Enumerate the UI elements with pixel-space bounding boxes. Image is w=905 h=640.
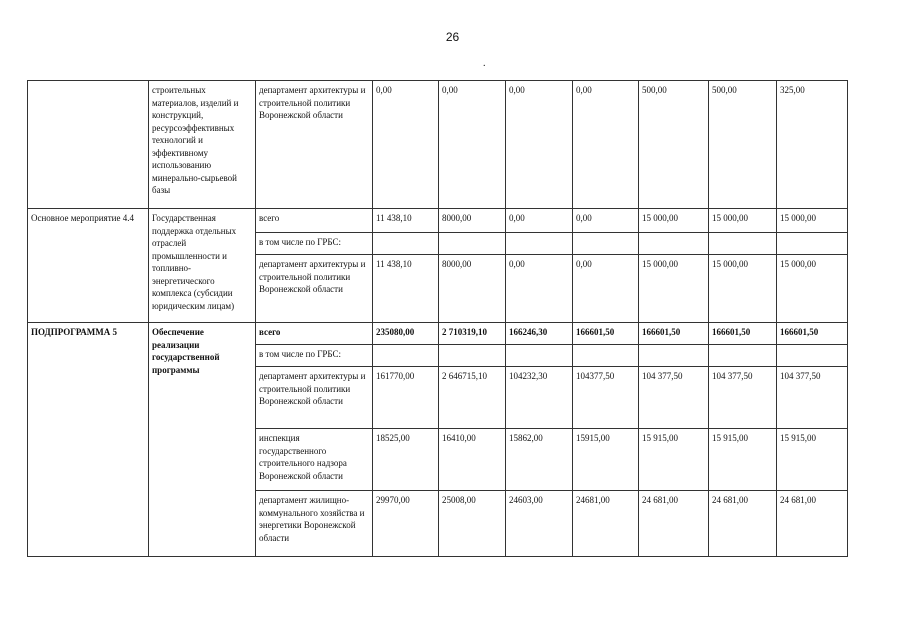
value-cell: 235080,00: [373, 323, 439, 345]
value-cell: 166601,50: [777, 323, 848, 345]
value-cell: 24 681,00: [777, 491, 848, 557]
value-cell: 166601,50: [709, 323, 777, 345]
grbs-cell: департамент жилищно-коммунального хозяйства и энергетики Воронежской области: [256, 491, 373, 557]
grbs-cell: департамент архитектуры и строительной политики Воронежской области: [256, 255, 373, 323]
value-cell: 104 377,50: [777, 367, 848, 429]
value-cell: 15 000,00: [777, 255, 848, 323]
value-cell: 161770,00: [373, 367, 439, 429]
table-row: [28, 209, 848, 233]
value-cell: 18525,00: [373, 429, 439, 491]
value-cell: 15 915,00: [777, 429, 848, 491]
activity-name-cell: Государственная поддержка отдельных отраслей промышленности и топливно-энергетического комплекса (субсидии юридическим лицам): [149, 209, 256, 323]
grbs-cell: всего: [256, 323, 373, 345]
value-cell: 29970,00: [373, 491, 439, 557]
value-cell: 104 377,50: [639, 367, 709, 429]
stray-dot: .: [483, 58, 486, 69]
grbs-cell: в том числе по ГРБС:: [256, 345, 373, 367]
grbs-cell: инспекция государственного строительного надзора Воронежской области: [256, 429, 373, 491]
value-cell: 15 000,00: [639, 209, 709, 233]
grbs-cell: всего: [256, 209, 373, 233]
value-cell: 15 000,00: [639, 255, 709, 323]
value-cell: 11 438,10: [373, 209, 439, 233]
activity-name-cell: строительных материалов, изделий и конструкций, ресурсоэффективных технологий и эффективному использованию минерально-сырьевой базы: [149, 81, 256, 209]
value-cell: 0,00: [439, 81, 506, 209]
grbs-cell: департамент архитектуры и строительной политики Воронежской области: [256, 367, 373, 429]
value-cell: 104377,50: [573, 367, 639, 429]
value-cell: 0,00: [573, 255, 639, 323]
value-cell: 500,00: [639, 81, 709, 209]
grbs-cell: департамент архитектуры и строительной политики Воронежской области: [256, 81, 373, 209]
budget-table: [27, 80, 848, 557]
value-cell: 15 000,00: [777, 209, 848, 233]
row-label-cell: Основное мероприятие 4.4: [28, 209, 149, 323]
subprogram-label-cell: ПОДПРОГРАММА 5: [28, 323, 149, 557]
table-row: [28, 323, 848, 345]
value-cell: 166601,50: [573, 323, 639, 345]
table-row: [28, 81, 848, 209]
value-cell: 24603,00: [506, 491, 573, 557]
value-cell: 8000,00: [439, 255, 506, 323]
value-cell: 166601,50: [639, 323, 709, 345]
value-cell: 11 438,10: [373, 255, 439, 323]
value-cell: 15 915,00: [709, 429, 777, 491]
value-cell: 0,00: [506, 209, 573, 233]
value-cell: 15 000,00: [709, 255, 777, 323]
value-cell: 24681,00: [573, 491, 639, 557]
value-cell: 2 646715,10: [439, 367, 506, 429]
value-cell: 2 710319,10: [439, 323, 506, 345]
page-number: 26: [445, 30, 460, 44]
grbs-cell: в том числе по ГРБС:: [256, 233, 373, 255]
value-cell: 15 915,00: [639, 429, 709, 491]
value-cell: 104232,30: [506, 367, 573, 429]
value-cell: 15915,00: [573, 429, 639, 491]
activity-name-cell: Обеспечение реализации государственной программы: [149, 323, 256, 557]
value-cell: 24 681,00: [639, 491, 709, 557]
value-cell: 8000,00: [439, 209, 506, 233]
row-label-cell: [28, 81, 149, 209]
value-cell: 15 000,00: [709, 209, 777, 233]
value-cell: 15862,00: [506, 429, 573, 491]
value-cell: 16410,00: [439, 429, 506, 491]
value-cell: 25008,00: [439, 491, 506, 557]
value-cell: 24 681,00: [709, 491, 777, 557]
value-cell: 500,00: [709, 81, 777, 209]
value-cell: 0,00: [573, 209, 639, 233]
value-cell: 0,00: [373, 81, 439, 209]
value-cell: 0,00: [506, 81, 573, 209]
value-cell: 104 377,50: [709, 367, 777, 429]
value-cell: 325,00: [777, 81, 848, 209]
value-cell: 0,00: [506, 255, 573, 323]
value-cell: 0,00: [573, 81, 639, 209]
value-cell: 166246,30: [506, 323, 573, 345]
